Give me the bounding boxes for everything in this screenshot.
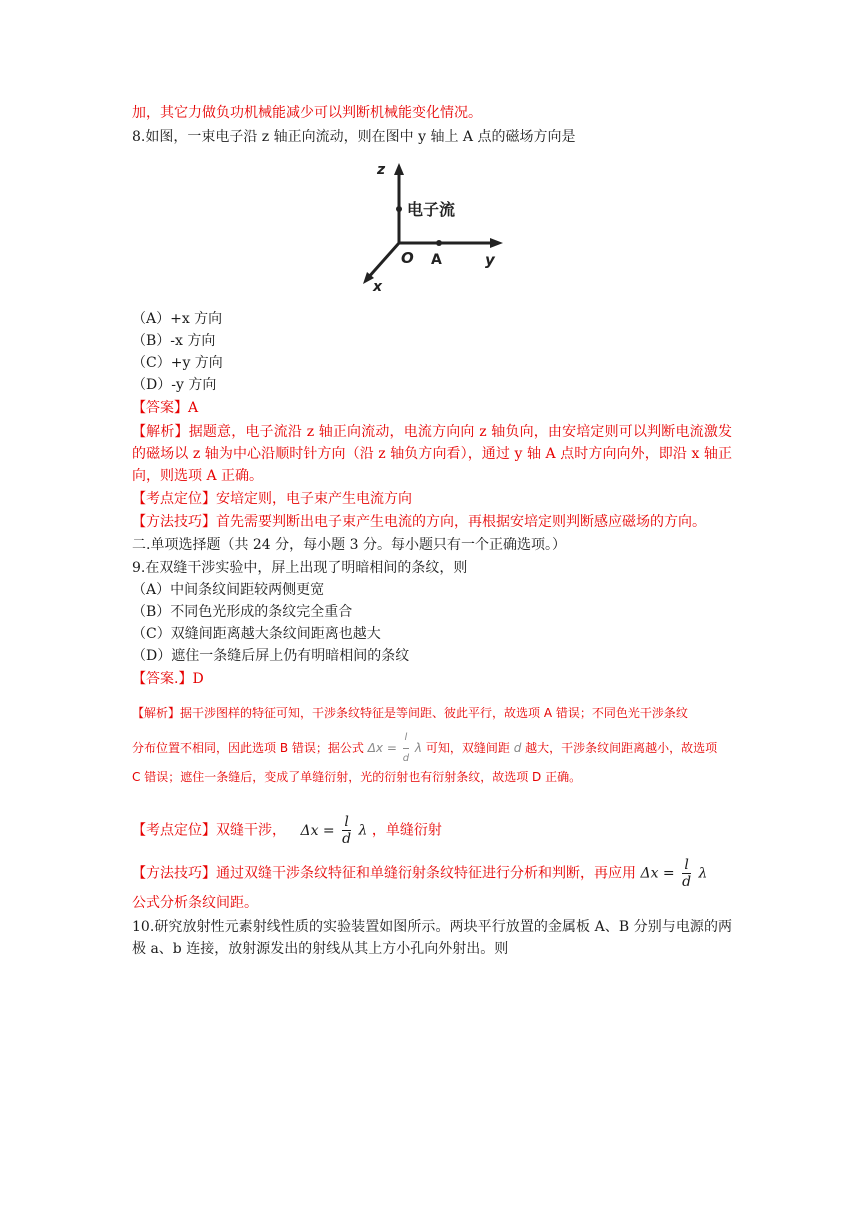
q8-point: 【考点定位】安培定则，电子束产生电流方向 (132, 491, 412, 507)
q9-answer: 【答案.】D (132, 671, 204, 687)
q9-analysis-line1: 【解析】据干涉图样的特征可知，干涉条纹特征是等间距、彼此平行，故选项 A 错误；不同色光干涉条纹 (132, 706, 688, 720)
q8-option-a: （A）+x 方向 (132, 311, 223, 327)
q8-option-d: （D）-y 方向 (132, 377, 217, 393)
formula-small-lambda: λ (414, 741, 423, 755)
q8-stem: 8.如图，一束电子沿 z 轴正向流动，则在图中 y 轴上 A 点的磁场方向是 (132, 129, 576, 145)
q9-point (132, 814, 442, 847)
q9-option-b: （B）不同色光形成的条纹完全重合 (132, 604, 353, 620)
formula2-lhs: Δx = (640, 865, 675, 882)
stream-dot (396, 206, 402, 212)
q9-option-a: （A）中间条纹间距较两侧更宽 (132, 582, 325, 598)
formula-lambda: λ (358, 822, 368, 839)
z-label: z (377, 162, 386, 178)
x-label: x (373, 279, 383, 292)
q10-stem: 10.研究放射性元素射线性质的实验装置如图所示。两块平行放置的金属板 A、B 分别与电源的两极 a、b 连接，放射源发出的射线从其上方小孔向外射出。则 (132, 919, 732, 957)
q8-method: 【方法技巧】首先需要判断出电子束产生电流的方向，再根据安培定则判断感应磁场的方向。 (132, 514, 706, 530)
q9-analysis-2a: 分布位置不相同，因此选项 B 错误；据公式 (132, 741, 364, 755)
formula2-frac (682, 857, 691, 890)
q9-analysis-2b: 可知，双缝间距 (425, 741, 510, 755)
formula-small-den: d (402, 753, 410, 764)
formula-lhs: Δx = (300, 822, 335, 839)
formula-frac (342, 814, 351, 847)
formula-small-num: l (404, 732, 408, 743)
q9-point-a: 【考点定位】双缝干涉， (132, 822, 286, 839)
q8-answer: 【答案】A (132, 400, 199, 416)
q9-method-a: 【方法技巧】通过双缝干涉条纹特征和单缝衍射条纹特征进行分析和判断，再应用 (132, 865, 636, 882)
q9-stem: 9.在双缝干涉实验中，屏上出现了明暗相间的条纹，则 (132, 560, 468, 576)
q9-method-b: 公式分析条纹间距。 (132, 895, 258, 911)
q8-analysis: 【解析】据题意，电子流沿 z 轴正向流动，电流方向向 z 轴负向，由安培定则可以判断电流激发的磁场以 z 轴为中心沿顺时针方向（沿 z 轴负方向看），通过 y 轴 A 点时方向向外，即沿 x 轴正向，则选项 A 正确。 (132, 424, 732, 484)
q9-option-c: （C）双缝间距离越大条纹间距离也越大 (132, 626, 381, 642)
formula2-lambda: λ (698, 865, 708, 882)
q8-option-b: （B）-x 方向 (132, 333, 216, 349)
q9-analysis-line3: C 错误；遮住一条缝后，变成了单缝衍射，光的衍射也有衍射条纹，故选项 D 正确。 (132, 770, 582, 784)
section-2-title: 二.单项选择题（共 24 分，每小题 3 分。每小题只有一个正确选项。） (132, 537, 566, 553)
q8-figure (355, 157, 507, 292)
q9-analysis-line2 (132, 728, 717, 769)
formula-num: l (344, 814, 349, 830)
point-a-label: A (431, 252, 442, 268)
formula2-num: l (684, 857, 689, 873)
formula-small-frac (403, 728, 409, 769)
q8-option-c: （C）+y 方向 (132, 355, 223, 371)
d-variable: d (513, 741, 522, 755)
formula-den: d (342, 831, 352, 847)
q9-option-d: （D）遮住一条缝后屏上仍有明暗相间的条纹 (132, 648, 410, 664)
stream-label: 电子流 (407, 200, 456, 219)
origin-label: O (401, 249, 414, 267)
formula-small-lhs: Δx = (367, 741, 397, 755)
q7-tail: 加，其它力做负功机械能减少可以判断机械能变化情况。 (132, 105, 482, 121)
y-label: y (485, 251, 495, 269)
q9-analysis-2c: 越大，干涉条纹间距离越小，故选项 (525, 741, 718, 755)
q9-method (132, 857, 707, 890)
point-a-dot (436, 240, 442, 246)
formula2-den: d (682, 874, 692, 890)
q9-point-b: ，单缝衍射 (371, 822, 442, 839)
